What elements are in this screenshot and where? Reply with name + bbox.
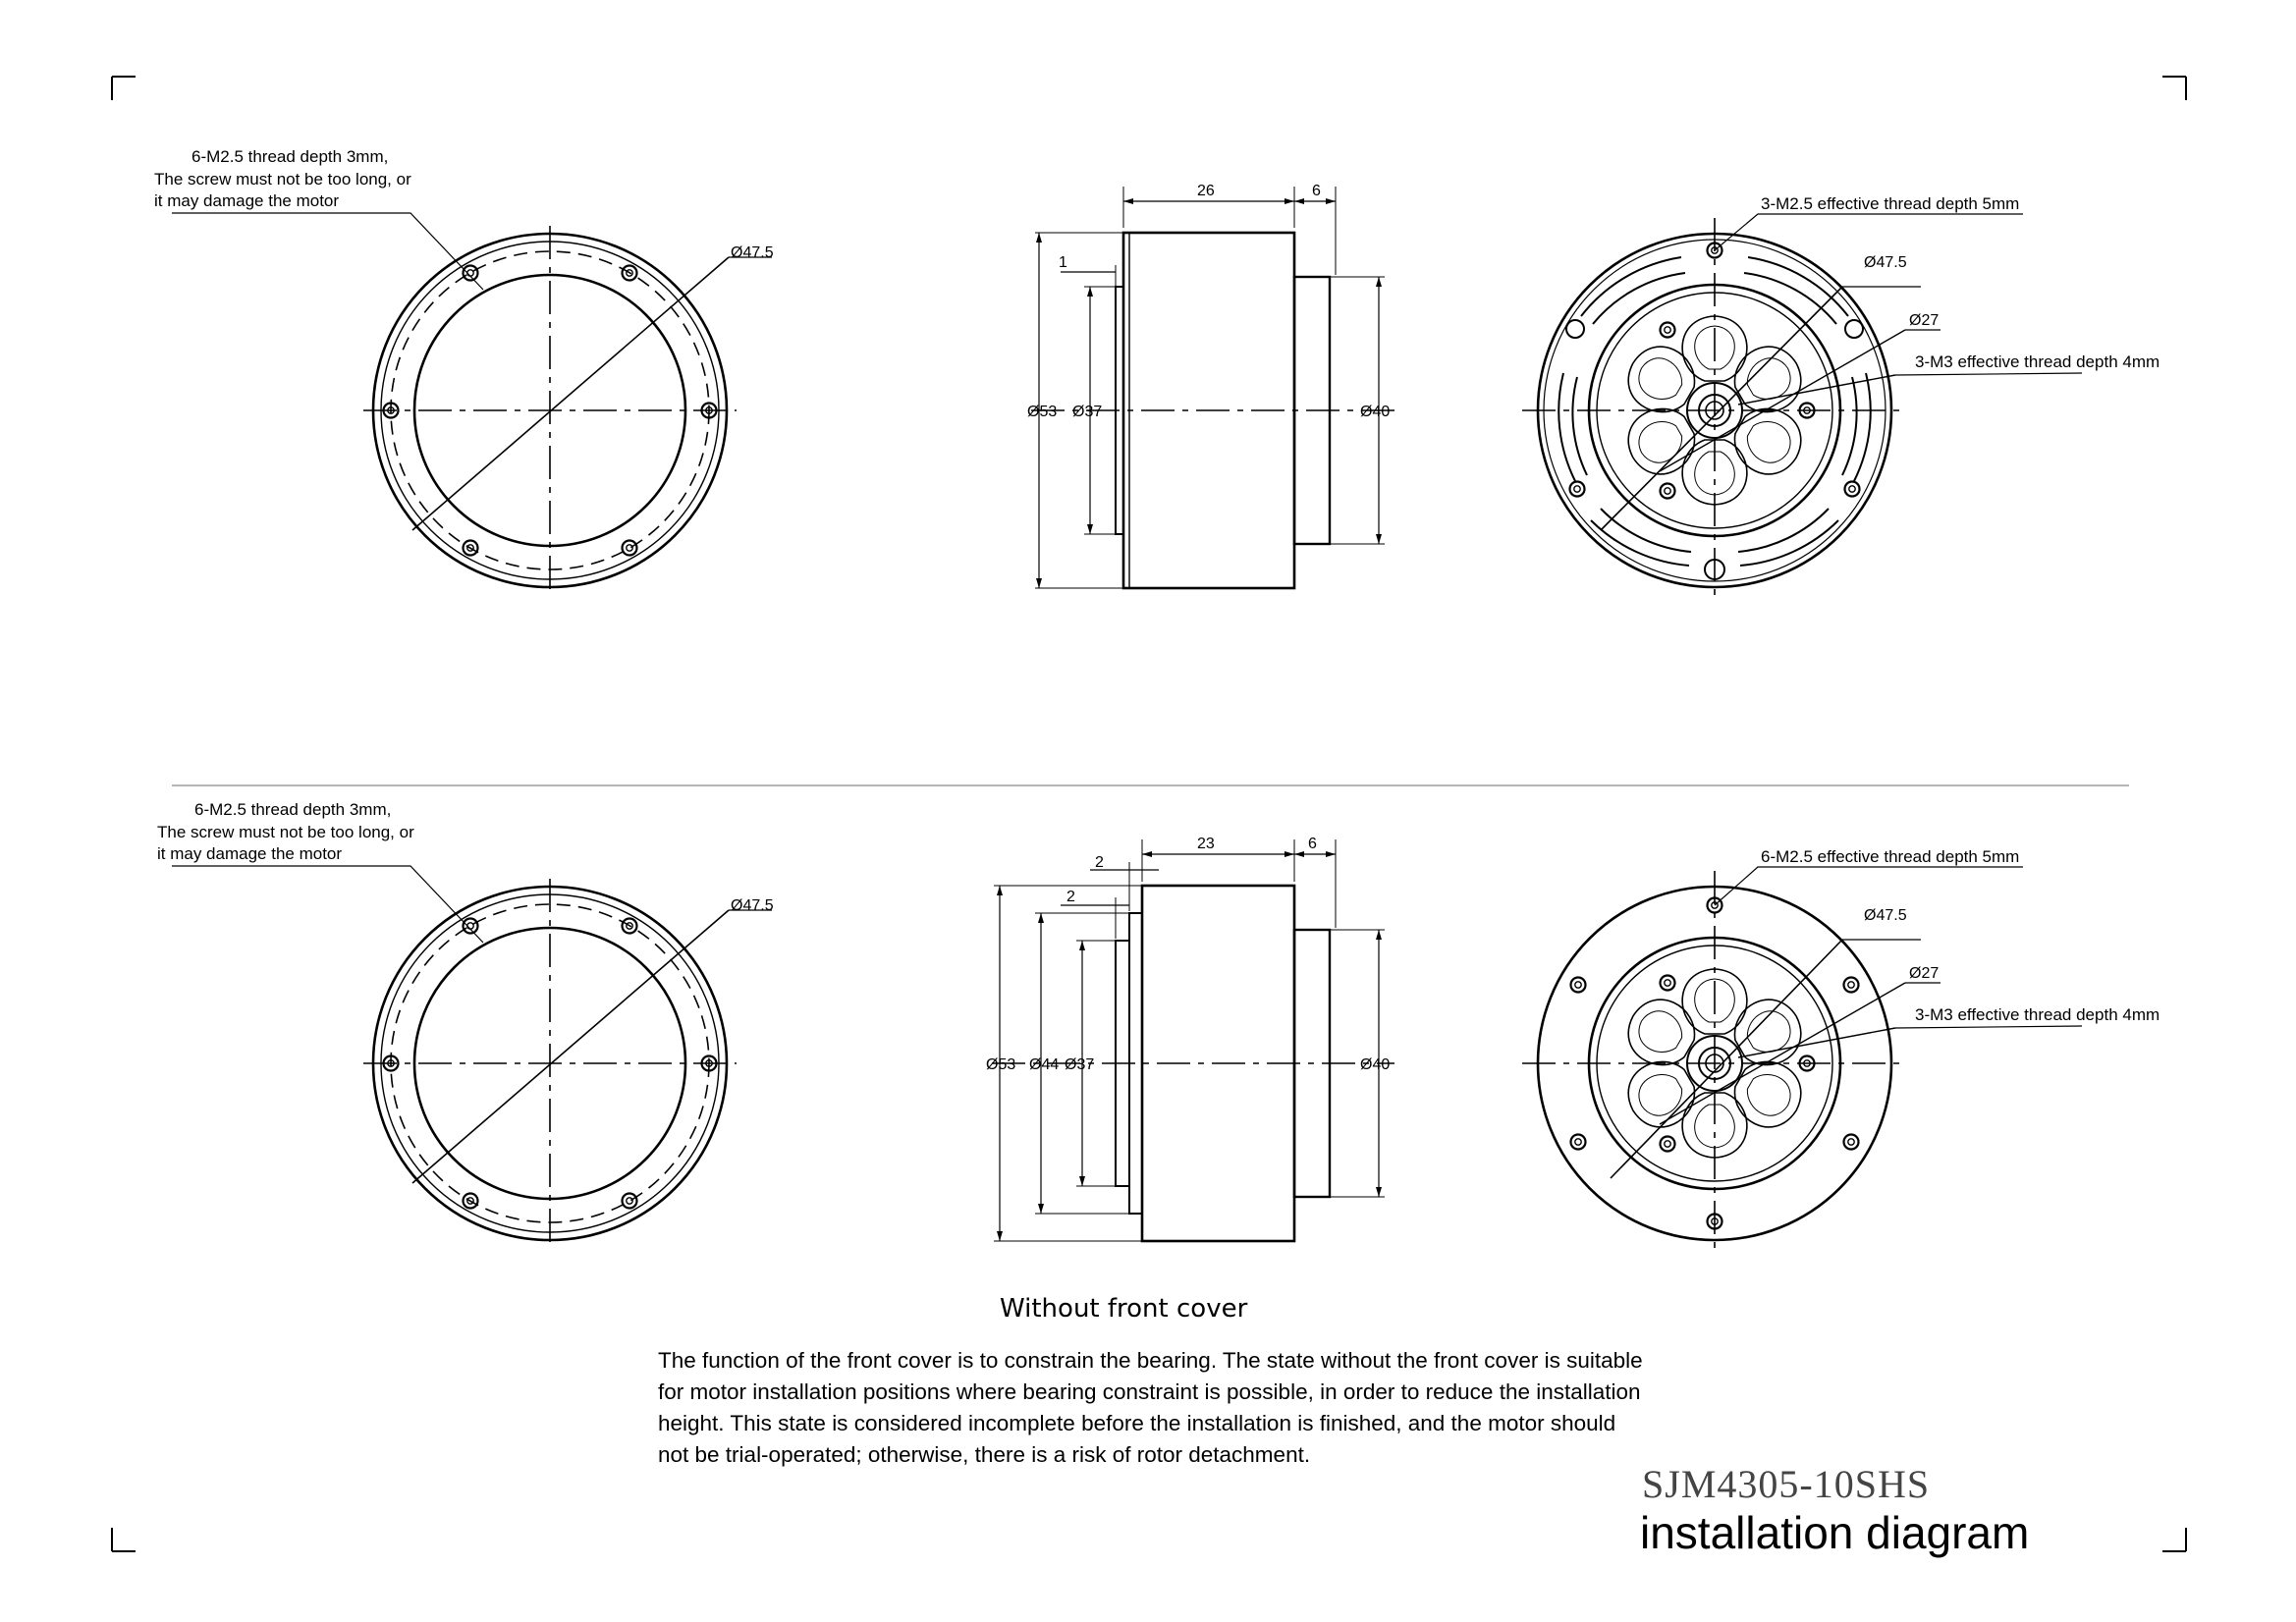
top-left-note-line1: 6-M2.5 thread depth 3mm, [191, 147, 389, 166]
bottom-dim-length: 23 [1197, 836, 1215, 852]
bottom-left-front-view [157, 800, 774, 1249]
top-left-note-line3: it may damage the motor [154, 191, 340, 210]
top-right-note-thread: 3-M2.5 effective thread depth 5mm [1761, 194, 2020, 213]
top-left-note-line2: The screw must not be too long, or [154, 170, 411, 189]
bottom-dim-inner: Ø37 [1065, 1056, 1095, 1073]
top-right-dia-hub: Ø27 [1909, 312, 1940, 329]
top-dim-length: 26 [1197, 183, 1215, 199]
bottom-dim-step-top: 2 [1095, 854, 1104, 871]
top-left-front-view [154, 147, 774, 595]
top-right-back-view [1522, 194, 2159, 599]
bottom-dim-shaft: 6 [1308, 836, 1317, 852]
bottom-right-note-m3: 3-M3 effective thread depth 4mm [1915, 1005, 2160, 1024]
caption-line: height. This state is considered incomplete before the installation is finished, and the motor should [658, 1411, 1616, 1435]
bottom-right-dia-pcd: Ø47.5 [1864, 907, 1907, 924]
top-right-note-m3: 3-M3 effective thread depth 4mm [1915, 352, 2160, 371]
bottom-left-note-line2: The screw must not be too long, or [157, 823, 414, 841]
bottom-left-note-line3: it may damage the motor [157, 844, 343, 863]
bottom-dim-mid: Ø44 [1029, 1056, 1060, 1073]
top-side-view [1027, 183, 1394, 588]
top-dim-shaft: 6 [1312, 183, 1321, 199]
bottom-side-view [986, 836, 1394, 1241]
diagram-subtitle: installation diagram [1640, 1507, 2030, 1558]
top-dim-outer: Ø53 [1027, 404, 1058, 420]
bottom-left-note-line1: 6-M2.5 thread depth 3mm, [194, 800, 392, 819]
caption-paragraph [658, 1345, 1777, 1471]
bottom-dim-step-mid: 2 [1066, 889, 1075, 905]
model-number: SJM4305-10SHS [1642, 1462, 1931, 1506]
bottom-right-note-thread: 6-M2.5 effective thread depth 5mm [1761, 847, 2020, 866]
caption-line: The function of the front cover is to constrain the bearing. The state without the front cover is suitable [658, 1348, 1643, 1373]
top-left-diameter-label: Ø47.5 [731, 244, 774, 261]
top-dim-right: Ø40 [1360, 404, 1391, 420]
crop-marks [112, 77, 2186, 1551]
bottom-dim-right: Ø40 [1360, 1056, 1391, 1073]
bottom-left-diameter-label: Ø47.5 [731, 897, 774, 914]
top-dim-inner: Ø37 [1072, 404, 1103, 420]
caption-heading: Without front cover [1000, 1294, 1248, 1324]
caption-line: not be trial-operated; otherwise, there is a risk of rotor detachment. [658, 1442, 1311, 1467]
bottom-dim-outer: Ø53 [986, 1056, 1016, 1073]
top-right-dia-pcd: Ø47.5 [1864, 254, 1907, 271]
top-dim-step: 1 [1059, 254, 1067, 271]
caption-line: for motor installation positions where bearing constraint is possible, in order to reduce the installation [658, 1379, 1641, 1404]
bottom-right-back-view [1522, 847, 2159, 1252]
bottom-right-dia-hub: Ø27 [1909, 965, 1940, 982]
